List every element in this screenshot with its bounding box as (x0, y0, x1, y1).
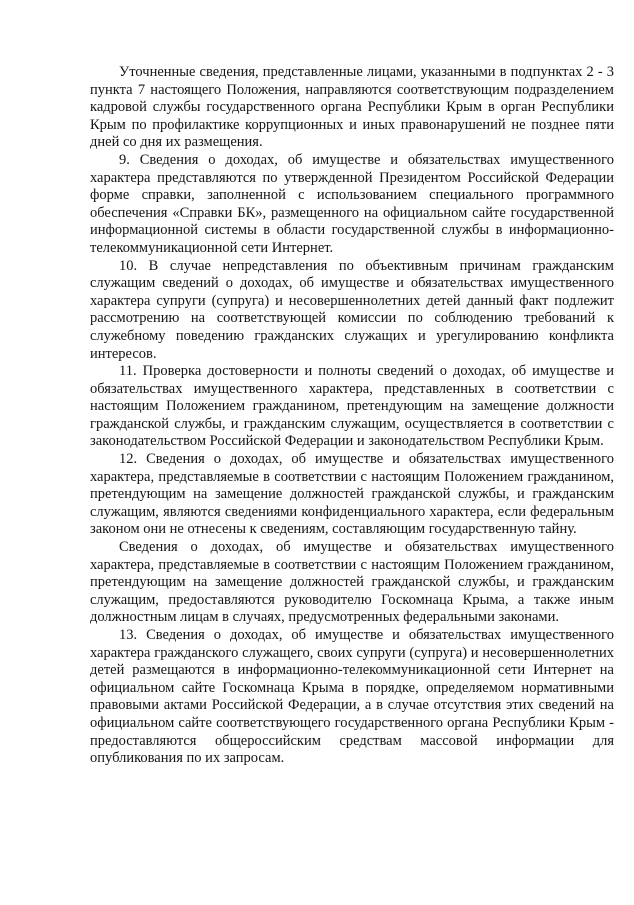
paragraph-item-12-continued: Сведения о доходах, об имуществе и обязательствах имущественного характера, представляемые в соответствии с настоящим Положением гражданином, претендующим на замещение должностей гражданской службы, и гражданским служащим, предоставляются руководителю Госкомнаца Крыма, а также иным должностным лицам в случаях, предусмотренных федеральными законами. (90, 539, 614, 626)
paragraph-item-11: 11. Проверка достоверности и полноты сведений о доходах, об имуществе и обязательствах имущественного характера, представленных в соответствии с настоящим Положением гражданином, претендующим на замещение должности гражданской службы, и гражданским служащим, осуществляется в соответствии с законодательством Российской Федерации и законодательством Республики Крым. (90, 363, 614, 450)
paragraph-item-9: 9. Сведения о доходах, об имуществе и обязательствах имущественного характера представляются по утвержденной Президентом Российской Федерации форме справки, заполненной с использованием специального программного обеспечения «Справки БК», размещенного на официальном сайте государственной информационной системы в области государственной службы в информационно-телекоммуникационной сети Интернет. (90, 151, 614, 256)
document-body (90, 64, 614, 768)
paragraph-clarified-information: Уточненные сведения, представленные лицами, указанными в подпунктах 2 - 3 пункта 7 настоящего Положения, направляются соответствующим подразделением кадровой службы государственного органа Республики Крым в орган Республики Крым по профилактике коррупционных и иных правонарушений не позднее пяти дней со дня их размещения. (90, 64, 614, 151)
paragraph-item-10: 10. В случае непредставления по объективным причинам гражданским служащим сведений о доходах, об имуществе и обязательствах имущественного характера супруги (супруга) и несовершеннолетних детей данный факт подлежит рассмотрению на соответствующей комиссии по соблюдению требований к служебному поведению гражданских служащих и урегулированию конфликта интересов. (90, 257, 614, 362)
paragraph-item-12: 12. Сведения о доходах, об имуществе и обязательствах имущественного характера, представляемые в соответствии с настоящим Положением гражданином, претендующим на замещение должностей гражданской службы, и гражданским служащим, являются сведениями конфиденциального характера, если федеральным законом они не отнесены к сведениям, составляющим государственную тайну. (90, 451, 614, 538)
paragraph-item-13: 13. Сведения о доходах, об имуществе и обязательствах имущественного характера гражданского служащего, своих супруги (супруга) и несовершеннолетних детей размещаются в информационно-телекоммуникационной сети Интернет на официальном сайте Госкомнаца Крыма в порядке, определяемом нормативными правовыми актами Российской Федерации, а в случае отсутствия этих сведений на официальном сайте соответствующего государственного органа Республики Крым - предоставляются общероссийским средствам массовой информации для опубликования по их запросам. (90, 627, 614, 767)
